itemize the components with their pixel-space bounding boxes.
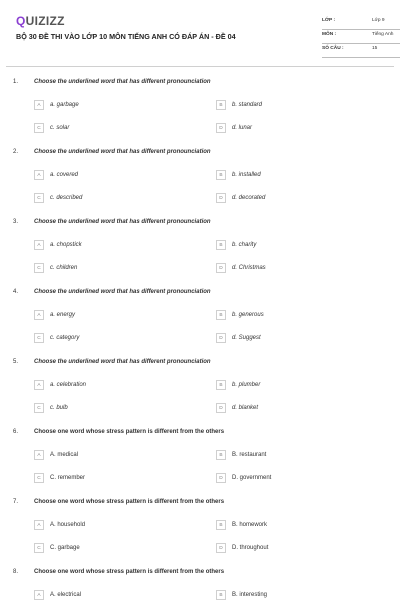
option-letter-box: D [216, 333, 226, 343]
option-text: c. category [50, 335, 80, 341]
option-letter-box: A [34, 590, 44, 600]
option-text: b. plumber [232, 382, 261, 388]
option-letter-box: A [34, 310, 44, 320]
answer-option[interactable] [34, 239, 82, 251]
option-text: a. energy [50, 312, 76, 318]
option-text: D. throughout [232, 545, 269, 551]
option-letter-box: A [34, 380, 44, 390]
option-letter-box: B [216, 380, 226, 390]
question-text: Choose the underlined word that has different pronounciation [34, 79, 211, 85]
option-letter-box: C [34, 543, 44, 553]
answer-option[interactable] [34, 379, 86, 391]
answer-option[interactable] [216, 239, 256, 251]
question-number: 4. [13, 289, 19, 295]
answer-option[interactable] [216, 99, 262, 111]
option-letter-box: D [216, 123, 226, 133]
option-text: c. children [50, 265, 78, 271]
meta-table [322, 16, 400, 58]
answer-option[interactable] [216, 402, 258, 414]
question-text: Choose one word whose stress pattern is different from the others [34, 569, 225, 575]
option-letter-box: C [34, 403, 44, 413]
option-letter-box: D [216, 473, 226, 483]
meta-row-subject [322, 30, 400, 44]
question-number: 8. [13, 569, 19, 575]
option-text: d. blanket [232, 405, 259, 411]
quizizz-logo: QUIZIZZ [16, 14, 65, 28]
option-letter-box: D [216, 403, 226, 413]
answer-option[interactable] [216, 122, 252, 134]
option-letter-box: B [216, 450, 226, 460]
question-number: 5. [13, 359, 19, 365]
option-letter-box: B [216, 170, 226, 180]
option-letter-box: D [216, 193, 226, 203]
question-text: Choose one word whose stress pattern is different from the others [34, 499, 225, 505]
option-letter-box: A [34, 100, 44, 110]
question-item [0, 217, 400, 287]
option-letter-box: C [34, 473, 44, 483]
document-header [16, 12, 394, 62]
answer-option[interactable] [216, 169, 261, 181]
option-letter-box: C [34, 333, 44, 343]
answer-option[interactable] [34, 169, 78, 181]
question-item [0, 567, 400, 600]
answer-option[interactable] [216, 332, 261, 344]
meta-row-count [322, 44, 400, 58]
answer-option[interactable] [34, 402, 68, 414]
option-text: a. chopstick [50, 242, 82, 248]
option-letter-box: C [34, 263, 44, 273]
option-text: c. bulb [50, 405, 68, 411]
option-text: b. generous [232, 312, 264, 318]
meta-label: SỐ CÂU : [322, 46, 344, 51]
answer-option[interactable] [34, 449, 78, 461]
option-text: d. Suggest [232, 335, 261, 341]
question-item [0, 147, 400, 217]
question-number: 3. [13, 219, 19, 225]
answer-option[interactable] [216, 379, 260, 391]
option-text: c. solar [50, 125, 70, 131]
question-item [0, 357, 400, 427]
option-text: a. garbage [50, 102, 79, 108]
answer-option[interactable] [34, 519, 85, 531]
answer-option[interactable] [34, 542, 80, 554]
option-text: B. homework [232, 522, 268, 528]
question-item [0, 287, 400, 357]
question-number: 1. [13, 79, 19, 85]
answer-option[interactable] [34, 332, 79, 344]
question-text: Choose the underlined word that has different pronounciation [34, 219, 211, 225]
option-text: d. Christmas [232, 265, 266, 271]
option-text: b. standard [232, 102, 263, 108]
option-text: a. covered [50, 172, 79, 178]
option-letter-box: B [216, 310, 226, 320]
option-letter-box: A [34, 450, 44, 460]
answer-option[interactable] [34, 309, 75, 321]
option-text: b. installed [232, 172, 261, 178]
meta-value: Lớp 9 [372, 18, 385, 23]
option-text: A. household [50, 522, 86, 528]
option-text: c. described [50, 195, 83, 201]
answer-option[interactable] [216, 309, 264, 321]
answer-option[interactable] [216, 472, 271, 484]
option-letter-box: B [216, 240, 226, 250]
meta-value: 15 [372, 46, 378, 51]
option-letter-box: A [34, 170, 44, 180]
meta-label: MÔN : [322, 32, 337, 37]
header-divider [6, 66, 394, 67]
answer-option[interactable] [34, 99, 79, 111]
question-number: 2. [13, 149, 19, 155]
meta-value: Tiếng Anh [372, 32, 394, 37]
meta-row-class [322, 16, 400, 30]
answer-option[interactable] [216, 449, 266, 461]
option-letter-box: D [216, 263, 226, 273]
option-letter-box: C [34, 193, 44, 203]
option-text: d. lunar [232, 125, 253, 131]
option-letter-box: B [216, 100, 226, 110]
question-list [0, 77, 400, 600]
option-text: A. electrical [50, 592, 82, 598]
question-text: Choose the underlined word that has different pronounciation [34, 289, 211, 295]
answer-option[interactable] [34, 122, 69, 134]
question-text: Choose the underlined word that has different pronounciation [34, 149, 211, 155]
answer-option[interactable] [216, 542, 268, 554]
option-text: d. decorated [232, 195, 266, 201]
answer-option[interactable] [34, 192, 82, 204]
answer-option[interactable] [34, 262, 77, 274]
answer-option[interactable] [216, 192, 265, 204]
document-title: BỘ 30 ĐỀ THI VÀO LỚP 10 MÔN TIẾNG ANH CÓ ĐÁP ÁN - ĐỀ 04 [16, 32, 236, 41]
answer-option[interactable] [34, 589, 81, 600]
option-text: B. interesting [232, 592, 268, 598]
answer-option[interactable] [34, 472, 85, 484]
answer-option[interactable] [216, 262, 266, 274]
option-letter-box: C [34, 123, 44, 133]
option-text: C. garbage [50, 545, 80, 551]
question-number: 6. [13, 429, 19, 435]
option-letter-box: A [34, 240, 44, 250]
option-letter-box: B [216, 520, 226, 530]
meta-label: LỚP : [322, 18, 336, 23]
question-text: Choose one word whose stress pattern is different from the others [34, 429, 225, 435]
question-item [0, 77, 400, 147]
option-letter-box: A [34, 520, 44, 530]
question-item [0, 497, 400, 567]
option-letter-box: B [216, 590, 226, 600]
answer-option[interactable] [216, 519, 267, 531]
question-item [0, 427, 400, 497]
option-text: b. charity [232, 242, 257, 248]
option-text: A. medical [50, 452, 79, 458]
option-letter-box: D [216, 543, 226, 553]
option-text: D. government [232, 475, 272, 481]
answer-option[interactable] [216, 589, 267, 600]
question-number: 7. [13, 499, 19, 505]
option-text: a. celebration [50, 382, 87, 388]
option-text: C. remember [50, 475, 86, 481]
option-text: B. restaurant [232, 452, 267, 458]
question-text: Choose the underlined word that has different pronounciation [34, 359, 211, 365]
